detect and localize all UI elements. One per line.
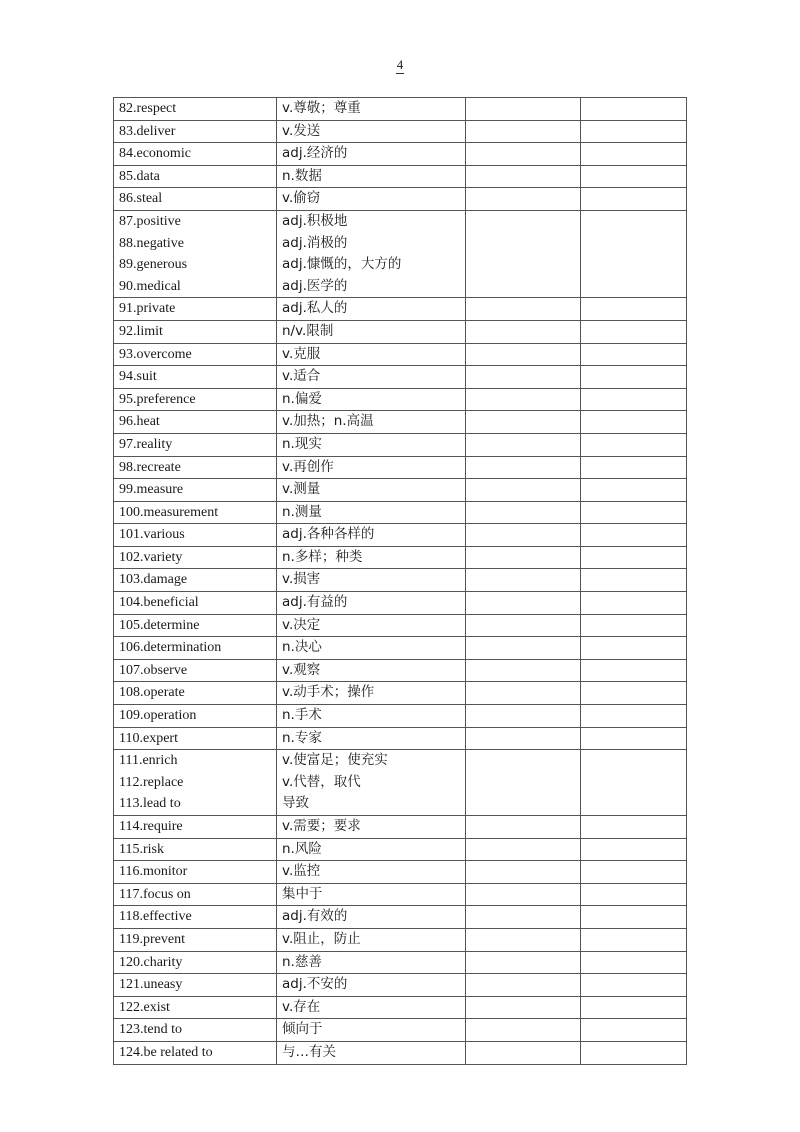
blank-answer-cell [466,974,581,997]
meaning-cell [277,750,466,816]
blank-answer-cell [581,479,687,502]
word-cell [114,479,277,502]
meaning-cell [277,188,466,211]
blank-answer-cell [466,659,581,682]
blank-answer-cell [466,501,581,524]
chinese-meaning: n.手术 [282,707,322,724]
word-cell [114,524,277,547]
page-number-text: 4 [396,57,404,72]
meaning-cell [277,120,466,143]
blank-answer-cell [581,637,687,660]
blank-answer-cell [581,143,687,166]
blank-answer-cell [466,143,581,166]
english-word: 116.monitor [119,864,188,880]
english-word: 103.damage [119,572,188,588]
english-word: 97.reality [119,436,173,452]
word-cell [114,682,277,705]
blank-answer-cell [466,546,581,569]
chinese-meaning: v.存在 [282,998,321,1015]
blank-answer-cell [581,928,687,951]
blank-answer-cell [581,682,687,705]
table-row [114,928,687,951]
table-row [114,838,687,861]
english-word: 123.tend to [119,1022,182,1038]
blank-answer-cell [466,298,581,321]
word-cell [114,659,277,682]
meaning-cell [277,456,466,479]
blank-answer-cell [466,637,581,660]
blank-answer-cell [466,479,581,502]
word-cell [114,816,277,839]
blank-answer-cell [581,343,687,366]
word-cell [114,433,277,456]
meaning-cell [277,524,466,547]
table-row [114,98,687,121]
blank-answer-cell [466,343,581,366]
english-word: 107.observe [119,662,188,678]
chinese-meaning: n.测量 [282,503,322,520]
vocabulary-table-body [114,98,687,1065]
english-word: 124.be related to [119,1044,213,1060]
chinese-meaning: 集中于 [282,885,323,902]
blank-answer-cell [466,705,581,728]
table-row [114,750,687,816]
word-cell [114,411,277,434]
chinese-meaning: v.偷窃 [282,190,321,207]
english-word: 100.measurement [119,504,219,520]
meaning-cell [277,411,466,434]
blank-answer-cell [466,456,581,479]
english-word: 96.heat [119,414,160,430]
english-word: 113.lead to [119,796,181,812]
chinese-meaning: adj.各种各样的 [282,526,375,543]
word-cell [114,906,277,929]
meaning-cell [277,705,466,728]
blank-answer-cell [466,165,581,188]
blank-answer-cell [466,951,581,974]
word-cell [114,637,277,660]
meaning-cell [277,906,466,929]
table-row [114,569,687,592]
chinese-meaning: n.偏爱 [282,390,322,407]
table-row [114,816,687,839]
english-word: 88.negative [119,235,184,251]
english-word: 106.determination [119,640,222,656]
meaning-cell [277,838,466,861]
meaning-cell [277,143,466,166]
chinese-meaning: n.风险 [282,840,322,857]
chinese-meaning: v.阻止，防止 [282,930,361,947]
chinese-meaning: v.观察 [282,661,321,678]
english-word: 98.recreate [119,459,181,475]
blank-answer-cell [581,614,687,637]
table-row [114,727,687,750]
meaning-cell [277,682,466,705]
blank-answer-cell [581,750,687,816]
meaning-cell [277,298,466,321]
table-row [114,188,687,211]
blank-answer-cell [581,411,687,434]
english-word: 95.preference [119,391,196,407]
blank-answer-cell [466,1019,581,1042]
word-cell [114,996,277,1019]
blank-answer-cell [466,1041,581,1064]
meaning-cell [277,1041,466,1064]
chinese-meaning: v.尊敬；尊重 [282,100,361,116]
chinese-meaning: n.慈善 [282,953,322,970]
english-word: 112.replace [119,774,184,790]
table-row [114,433,687,456]
blank-answer-cell [581,816,687,839]
blank-answer-cell [466,524,581,547]
blank-answer-cell [581,366,687,389]
meaning-cell [277,659,466,682]
meaning-cell [277,320,466,343]
vocabulary-table [113,97,687,1065]
meaning-cell [277,210,466,297]
chinese-meaning: adj.积极地 [282,212,348,229]
english-word: 99.measure [119,482,184,498]
chinese-meaning: v.测量 [282,481,321,498]
word-cell [114,569,277,592]
blank-answer-cell [581,188,687,211]
word-cell [114,501,277,524]
blank-answer-cell [581,861,687,884]
english-word: 119.prevent [119,931,185,947]
blank-answer-cell [466,411,581,434]
english-word: 92.limit [119,323,163,339]
word-cell [114,861,277,884]
word-cell [114,750,277,816]
chinese-meaning: n.数据 [282,167,322,184]
blank-answer-cell [581,210,687,297]
chinese-meaning: adj.有益的 [282,594,348,611]
english-word: 104.beneficial [119,595,199,611]
meaning-cell [277,883,466,906]
blank-answer-cell [581,456,687,479]
chinese-meaning: n/v.限制 [282,322,334,339]
table-row [114,298,687,321]
blank-answer-cell [466,433,581,456]
word-cell [114,928,277,951]
chinese-meaning: n.现实 [282,435,322,452]
chinese-meaning: v.适合 [282,368,321,385]
english-word: 84.economic [119,146,191,162]
blank-answer-cell [581,388,687,411]
chinese-meaning: v.监控 [282,863,321,880]
meaning-cell [277,637,466,660]
table-row [114,366,687,389]
chinese-meaning: v.动手术；操作 [282,684,375,701]
meaning-cell [277,165,466,188]
table-row [114,705,687,728]
english-word: 87.positive [119,213,181,229]
word-cell [114,120,277,143]
blank-answer-cell [581,838,687,861]
meaning-cell [277,727,466,750]
chinese-meaning: v.加热；n.高温 [282,413,374,430]
english-word: 85.data [119,168,160,184]
blank-answer-cell [581,951,687,974]
blank-answer-cell [466,816,581,839]
blank-answer-cell [581,433,687,456]
blank-answer-cell [466,838,581,861]
meaning-cell [277,951,466,974]
word-cell [114,1041,277,1064]
meaning-cell [277,98,466,121]
table-row [114,974,687,997]
chinese-meaning: adj.不安的 [282,976,348,993]
table-row [114,861,687,884]
word-cell [114,388,277,411]
word-cell [114,883,277,906]
english-word: 118.effective [119,909,192,925]
chinese-meaning: v.使富足；使充实 [282,752,388,769]
blank-answer-cell [581,1019,687,1042]
word-cell [114,705,277,728]
chinese-meaning: n.专家 [282,729,322,746]
word-cell [114,727,277,750]
blank-answer-cell [466,188,581,211]
meaning-cell [277,366,466,389]
table-row [114,210,687,297]
english-word: 109.operation [119,708,197,724]
blank-answer-cell [466,120,581,143]
chinese-meaning: 导致 [282,795,309,812]
table-row [114,524,687,547]
blank-answer-cell [466,750,581,816]
table-row [114,996,687,1019]
chinese-meaning: 与…有关 [282,1043,336,1060]
word-cell [114,188,277,211]
table-row [114,501,687,524]
english-word: 94.suit [119,369,157,385]
english-word: 101.various [119,527,185,543]
chinese-meaning: adj.消极的 [282,234,348,251]
blank-answer-cell [466,614,581,637]
word-cell [114,456,277,479]
table-row [114,682,687,705]
table-row [114,659,687,682]
english-word: 115.risk [119,841,164,857]
word-cell [114,143,277,166]
table-row [114,120,687,143]
blank-answer-cell [581,120,687,143]
chinese-meaning: v.发送 [282,122,321,139]
word-cell [114,320,277,343]
english-word: 111.enrich [119,753,178,769]
word-cell [114,98,277,121]
english-word: 93.overcome [119,346,192,362]
table-row [114,143,687,166]
blank-answer-cell [581,1041,687,1064]
table-row [114,411,687,434]
blank-answer-cell [581,501,687,524]
chinese-meaning: v.克服 [282,345,321,362]
blank-answer-cell [581,659,687,682]
word-cell [114,165,277,188]
meaning-cell [277,928,466,951]
table-row [114,546,687,569]
blank-answer-cell [581,98,687,121]
chinese-meaning: adj.慷慨的，大方的 [282,256,402,273]
meaning-cell [277,569,466,592]
meaning-cell [277,343,466,366]
blank-answer-cell [466,388,581,411]
meaning-cell [277,861,466,884]
chinese-meaning: 倾向于 [282,1021,323,1038]
blank-answer-cell [466,569,581,592]
table-row [114,388,687,411]
chinese-meaning: v.需要；要求 [282,818,361,834]
meaning-cell [277,816,466,839]
english-word: 121.uneasy [119,977,183,993]
english-word: 120.charity [119,954,183,970]
chinese-meaning: v.代替，取代 [282,773,361,790]
table-row [114,479,687,502]
word-cell [114,546,277,569]
english-word: 91.private [119,301,176,317]
word-cell [114,1019,277,1042]
table-row [114,165,687,188]
chinese-meaning: adj.私人的 [282,300,348,317]
word-cell [114,974,277,997]
blank-answer-cell [581,974,687,997]
meaning-cell [277,479,466,502]
chinese-meaning: adj.医学的 [282,277,348,294]
table-row [114,1019,687,1042]
word-cell [114,343,277,366]
meaning-cell [277,614,466,637]
blank-answer-cell [581,883,687,906]
blank-answer-cell [466,996,581,1019]
word-cell [114,298,277,321]
blank-answer-cell [466,592,581,615]
blank-answer-cell [581,727,687,750]
meaning-cell [277,1019,466,1042]
blank-answer-cell [466,861,581,884]
table-row [114,343,687,366]
english-word: 83.deliver [119,123,176,139]
blank-answer-cell [581,705,687,728]
blank-answer-cell [466,210,581,297]
blank-answer-cell [581,546,687,569]
english-word: 86.steal [119,191,163,207]
english-word: 122.exist [119,999,170,1015]
blank-answer-cell [466,682,581,705]
blank-answer-cell [581,592,687,615]
chinese-meaning: adj.有效的 [282,908,348,925]
chinese-meaning: v.决定 [282,616,321,633]
blank-answer-cell [581,524,687,547]
meaning-cell [277,996,466,1019]
table-row [114,637,687,660]
word-cell [114,838,277,861]
blank-answer-cell [466,906,581,929]
table-row [114,951,687,974]
blank-answer-cell [581,298,687,321]
english-word: 82.respect [119,101,177,116]
english-word: 114.require [119,819,183,834]
english-word: 117.focus on [119,886,191,902]
blank-answer-cell [581,320,687,343]
blank-answer-cell [466,727,581,750]
blank-answer-cell [466,883,581,906]
blank-answer-cell [466,98,581,121]
meaning-cell [277,592,466,615]
meaning-cell [277,546,466,569]
word-cell [114,614,277,637]
word-cell [114,951,277,974]
english-word: 108.operate [119,685,185,701]
chinese-meaning: v.再创作 [282,458,334,475]
blank-answer-cell [581,906,687,929]
blank-answer-cell [581,165,687,188]
chinese-meaning: v.损害 [282,571,321,588]
blank-answer-cell [466,366,581,389]
english-word: 102.variety [119,549,183,565]
table-row [114,1041,687,1064]
english-word: 110.expert [119,730,178,746]
word-cell [114,366,277,389]
table-row [114,456,687,479]
meaning-cell [277,433,466,456]
table-row [114,614,687,637]
table-row [114,883,687,906]
blank-answer-cell [466,320,581,343]
chinese-meaning: n.多样；种类 [282,548,363,565]
meaning-cell [277,501,466,524]
page-number [0,58,800,74]
chinese-meaning: n.决心 [282,639,322,656]
english-word: 89.generous [119,257,188,273]
blank-answer-cell [466,928,581,951]
blank-answer-cell [581,569,687,592]
word-cell [114,210,277,297]
table-row [114,592,687,615]
english-word: 105.determine [119,617,200,633]
word-cell [114,592,277,615]
chinese-meaning: adj.经济的 [282,145,348,162]
table-row [114,320,687,343]
meaning-cell [277,974,466,997]
meaning-cell [277,388,466,411]
blank-answer-cell [581,996,687,1019]
table-row [114,906,687,929]
english-word: 90.medical [119,278,181,294]
